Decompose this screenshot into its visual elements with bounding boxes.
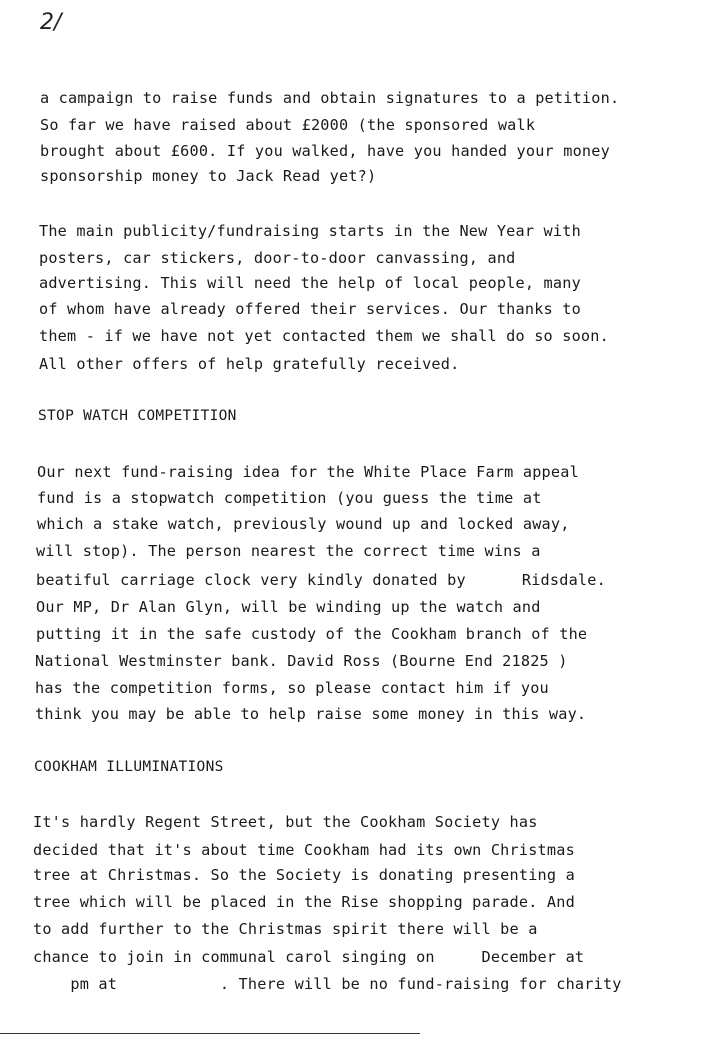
text-line: All other offers of help gratefully received. [39, 355, 460, 373]
text-line: It's hardly Regent Street, but the Cookham Society has [33, 813, 538, 831]
text-line: sponsorship money to Jack Read yet?) [40, 167, 377, 185]
text-line: a campaign to raise funds and obtain signatures to a petition. [40, 89, 620, 107]
text-line: putting it in the safe custody of the Cookham branch of the [36, 625, 588, 643]
text-line: has the competition forms, so please contact him if you [35, 679, 549, 697]
section-heading-illuminations: COOKHAM ILLUMINATIONS [34, 759, 224, 775]
text-line: tree at Christmas. So the Society is donating presenting a [33, 866, 575, 884]
text-line: brought about £600. If you walked, have you handed your money [40, 142, 610, 160]
text-line: will stop). The person nearest the correct time wins a [36, 542, 541, 560]
page-number: 2/ [40, 10, 62, 35]
text-line: decided that it's about time Cookham had its own Christmas [33, 841, 575, 859]
text-line: which a stake watch, previously wound up and locked away, [37, 515, 570, 533]
text-line: beatiful carriage clock very kindly donated by Ridsdale. [36, 571, 606, 589]
text-line: Our MP, Dr Alan Glyn, will be winding up the watch and [36, 598, 541, 616]
text-line: advertising. This will need the help of local people, many [39, 274, 581, 292]
section-heading-stop-watch: STOP WATCH COMPETITION [38, 408, 237, 424]
text-line: The main publicity/fundraising starts in the New Year with [39, 222, 581, 240]
text-line: of whom have already offered their services. Our thanks to [39, 300, 581, 318]
text-line: tree which will be placed in the Rise shopping parade. And [33, 893, 575, 911]
text-line: think you may be able to help raise some money in this way. [35, 705, 587, 723]
text-line: fund is a stopwatch competition (you guess the time at [37, 489, 542, 507]
text-line: them - if we have not yet contacted them we shall do so soon. [39, 327, 609, 345]
text-line: chance to join in communal carol singing on December at [33, 948, 585, 966]
text-line: Our next fund-raising idea for the White Place Farm appeal [37, 463, 579, 481]
text-line: to add further to the Christmas spirit there will be a [33, 920, 538, 938]
text-line: National Westminster bank. David Ross (Bourne End 21825 ) [35, 652, 568, 670]
text-line: pm at . There will be no fund-raising for charity [33, 975, 622, 993]
bottom-rule [0, 1033, 420, 1034]
text-line: So far we have raised about £2000 (the sponsored walk [40, 116, 536, 134]
text-line: posters, car stickers, door-to-door canvassing, and [39, 249, 516, 267]
